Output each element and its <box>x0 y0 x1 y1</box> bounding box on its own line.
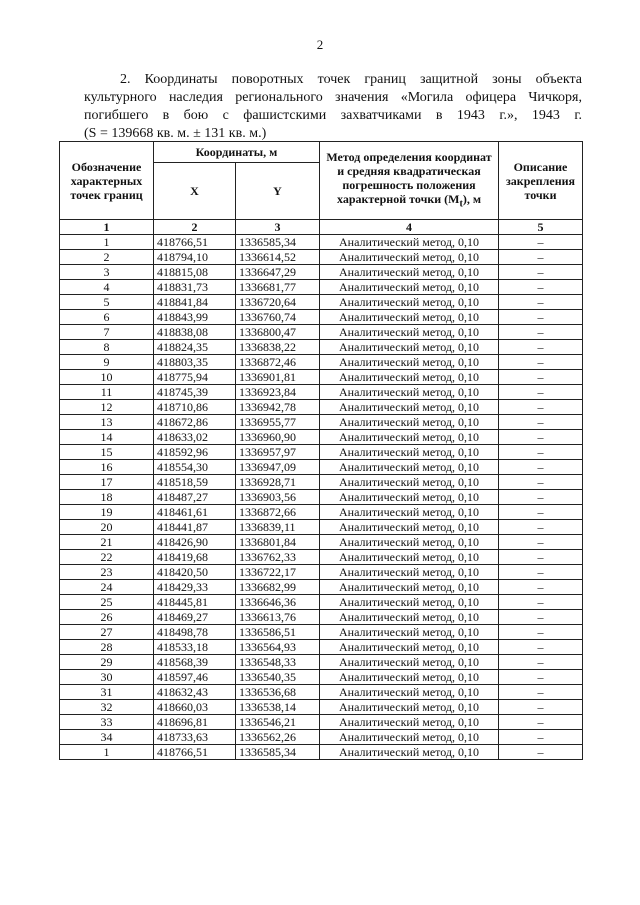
method-cell: Аналитический метод, 0,10 <box>320 565 499 580</box>
y-coordinate-cell: 1336564,93 <box>236 640 320 655</box>
description-cell: – <box>499 655 583 670</box>
table-row <box>60 325 583 340</box>
header-method <box>320 142 499 220</box>
description-cell: – <box>499 415 583 430</box>
method-cell: Аналитический метод, 0,10 <box>320 685 499 700</box>
header-x: X <box>154 163 236 220</box>
point-number-cell: 18 <box>60 490 154 505</box>
y-coordinate-cell: 1336928,71 <box>236 475 320 490</box>
method-cell: Аналитический метод, 0,10 <box>320 535 499 550</box>
table-row <box>60 295 583 310</box>
x-coordinate-cell: 418419,68 <box>154 550 236 565</box>
table-row <box>60 415 583 430</box>
description-cell: – <box>499 550 583 565</box>
point-number-cell: 13 <box>60 415 154 430</box>
method-cell: Аналитический метод, 0,10 <box>320 475 499 490</box>
table-row <box>60 250 583 265</box>
y-coordinate-cell: 1336586,51 <box>236 625 320 640</box>
method-cell: Аналитический метод, 0,10 <box>320 370 499 385</box>
point-number-cell: 34 <box>60 730 154 745</box>
paragraph-line: культурного наследия регионального значения «Могила офицера Чичкоря, <box>84 90 582 105</box>
y-coordinate-cell: 1336957,97 <box>236 445 320 460</box>
x-coordinate-cell: 418518,59 <box>154 475 236 490</box>
method-cell: Аналитический метод, 0,10 <box>320 295 499 310</box>
x-coordinate-cell: 418843,99 <box>154 310 236 325</box>
description-cell: – <box>499 670 583 685</box>
method-cell: Аналитический метод, 0,10 <box>320 730 499 745</box>
y-coordinate-cell: 1336800,47 <box>236 325 320 340</box>
y-coordinate-cell: 1336681,77 <box>236 280 320 295</box>
point-number-cell: 23 <box>60 565 154 580</box>
column-index: 4 <box>320 220 499 235</box>
y-coordinate-cell: 1336839,11 <box>236 520 320 535</box>
y-coordinate-cell: 1336585,34 <box>236 745 320 760</box>
x-coordinate-cell: 418429,33 <box>154 580 236 595</box>
y-coordinate-cell: 1336613,76 <box>236 610 320 625</box>
point-number-cell: 30 <box>60 670 154 685</box>
table-row <box>60 400 583 415</box>
method-cell: Аналитический метод, 0,10 <box>320 625 499 640</box>
point-number-cell: 28 <box>60 640 154 655</box>
y-coordinate-cell: 1336872,66 <box>236 505 320 520</box>
column-index: 2 <box>154 220 236 235</box>
description-cell: – <box>499 280 583 295</box>
description-cell: – <box>499 385 583 400</box>
point-number-cell: 26 <box>60 610 154 625</box>
description-cell: – <box>499 430 583 445</box>
header-method-subscript: t <box>459 198 463 210</box>
table-row <box>60 505 583 520</box>
point-number-cell: 9 <box>60 355 154 370</box>
point-number-cell: 4 <box>60 280 154 295</box>
table-row <box>60 610 583 625</box>
method-cell: Аналитический метод, 0,10 <box>320 595 499 610</box>
y-coordinate-cell: 1336801,84 <box>236 535 320 550</box>
table-row <box>60 370 583 385</box>
x-coordinate-cell: 418775,94 <box>154 370 236 385</box>
description-cell: – <box>499 265 583 280</box>
x-coordinate-cell: 418426,90 <box>154 535 236 550</box>
column-index: 3 <box>236 220 320 235</box>
table-row <box>60 670 583 685</box>
table-row <box>60 700 583 715</box>
method-cell: Аналитический метод, 0,10 <box>320 550 499 565</box>
x-coordinate-cell: 418554,30 <box>154 460 236 475</box>
x-coordinate-cell: 418815,08 <box>154 265 236 280</box>
x-coordinate-cell: 418469,27 <box>154 610 236 625</box>
x-coordinate-cell: 418803,35 <box>154 355 236 370</box>
table-row <box>60 730 583 745</box>
y-coordinate-cell: 1336546,21 <box>236 715 320 730</box>
paragraph-line-area: (S = 139668 кв. м. ± 131 кв. м.) <box>84 126 267 141</box>
description-cell: – <box>499 730 583 745</box>
method-cell: Аналитический метод, 0,10 <box>320 505 499 520</box>
y-coordinate-cell: 1336722,17 <box>236 565 320 580</box>
point-number-cell: 17 <box>60 475 154 490</box>
x-coordinate-cell: 418766,51 <box>154 235 236 250</box>
method-cell: Аналитический метод, 0,10 <box>320 280 499 295</box>
point-number-cell: 14 <box>60 430 154 445</box>
description-cell: – <box>499 400 583 415</box>
point-number-cell: 8 <box>60 340 154 355</box>
method-cell: Аналитический метод, 0,10 <box>320 385 499 400</box>
description-cell: – <box>499 595 583 610</box>
method-cell: Аналитический метод, 0,10 <box>320 520 499 535</box>
point-number-cell: 11 <box>60 385 154 400</box>
method-cell: Аналитический метод, 0,10 <box>320 655 499 670</box>
method-cell: Аналитический метод, 0,10 <box>320 640 499 655</box>
header-description: Описание закрепления точки <box>499 142 583 220</box>
table-row <box>60 685 583 700</box>
table-row <box>60 715 583 730</box>
y-coordinate-cell: 1336872,46 <box>236 355 320 370</box>
header-designation: Обозначение характерных точек границ <box>60 142 154 220</box>
point-number-cell: 31 <box>60 685 154 700</box>
description-cell: – <box>499 610 583 625</box>
table-row <box>60 340 583 355</box>
method-cell: Аналитический метод, 0,10 <box>320 445 499 460</box>
column-index: 1 <box>60 220 154 235</box>
table-row <box>60 745 583 760</box>
table-body <box>60 235 583 760</box>
point-number-cell: 32 <box>60 700 154 715</box>
y-coordinate-cell: 1336901,81 <box>236 370 320 385</box>
point-number-cell: 5 <box>60 295 154 310</box>
method-cell: Аналитический метод, 0,10 <box>320 415 499 430</box>
table-row <box>60 310 583 325</box>
table-row <box>60 520 583 535</box>
table-row <box>60 280 583 295</box>
method-cell: Аналитический метод, 0,10 <box>320 400 499 415</box>
table-row <box>60 475 583 490</box>
page-number: 2 <box>316 37 324 52</box>
point-number-cell: 27 <box>60 625 154 640</box>
point-number-cell: 33 <box>60 715 154 730</box>
table-row <box>60 235 583 250</box>
point-number-cell: 2 <box>60 250 154 265</box>
x-coordinate-cell: 418568,39 <box>154 655 236 670</box>
point-number-cell: 24 <box>60 580 154 595</box>
x-coordinate-cell: 418533,18 <box>154 640 236 655</box>
method-cell: Аналитический метод, 0,10 <box>320 460 499 475</box>
y-coordinate-cell: 1336585,34 <box>236 235 320 250</box>
description-cell: – <box>499 685 583 700</box>
y-coordinate-cell: 1336646,36 <box>236 595 320 610</box>
y-coordinate-cell: 1336540,35 <box>236 670 320 685</box>
x-coordinate-cell: 418487,27 <box>154 490 236 505</box>
method-cell: Аналитический метод, 0,10 <box>320 355 499 370</box>
table-row <box>60 460 583 475</box>
description-cell: – <box>499 250 583 265</box>
y-coordinate-cell: 1336682,99 <box>236 580 320 595</box>
point-number-cell: 6 <box>60 310 154 325</box>
x-coordinate-cell: 418733,63 <box>154 730 236 745</box>
method-cell: Аналитический метод, 0,10 <box>320 325 499 340</box>
description-cell: – <box>499 235 583 250</box>
point-number-cell: 20 <box>60 520 154 535</box>
point-number-cell: 12 <box>60 400 154 415</box>
x-coordinate-cell: 418838,08 <box>154 325 236 340</box>
y-coordinate-cell: 1336536,68 <box>236 685 320 700</box>
coordinates-table <box>59 141 583 760</box>
x-coordinate-cell: 418710,86 <box>154 400 236 415</box>
method-cell: Аналитический метод, 0,10 <box>320 670 499 685</box>
x-coordinate-cell: 418441,87 <box>154 520 236 535</box>
x-coordinate-cell: 418445,81 <box>154 595 236 610</box>
y-coordinate-cell: 1336548,33 <box>236 655 320 670</box>
table-row <box>60 550 583 565</box>
point-number-cell: 10 <box>60 370 154 385</box>
description-cell: – <box>499 340 583 355</box>
description-cell: – <box>499 370 583 385</box>
method-cell: Аналитический метод, 0,10 <box>320 580 499 595</box>
x-coordinate-cell: 418597,46 <box>154 670 236 685</box>
paragraph-line: 2. Координаты поворотных точек границ защитной зоны объекта <box>120 72 582 87</box>
y-coordinate-cell: 1336947,09 <box>236 460 320 475</box>
method-cell: Аналитический метод, 0,10 <box>320 430 499 445</box>
description-cell: – <box>499 625 583 640</box>
table-row <box>60 655 583 670</box>
description-cell: – <box>499 505 583 520</box>
point-number-cell: 3 <box>60 265 154 280</box>
method-cell: Аналитический метод, 0,10 <box>320 700 499 715</box>
point-number-cell: 25 <box>60 595 154 610</box>
section-heading-paragraph <box>84 71 582 143</box>
point-number-cell: 7 <box>60 325 154 340</box>
point-number-cell: 1 <box>60 745 154 760</box>
description-cell: – <box>499 295 583 310</box>
method-cell: Аналитический метод, 0,10 <box>320 490 499 505</box>
x-coordinate-cell: 418696,81 <box>154 715 236 730</box>
method-cell: Аналитический метод, 0,10 <box>320 745 499 760</box>
x-coordinate-cell: 418632,43 <box>154 685 236 700</box>
y-coordinate-cell: 1336838,22 <box>236 340 320 355</box>
column-index-row <box>60 220 583 235</box>
method-cell: Аналитический метод, 0,10 <box>320 715 499 730</box>
y-coordinate-cell: 1336562,26 <box>236 730 320 745</box>
method-cell: Аналитический метод, 0,10 <box>320 340 499 355</box>
header-coordinates: Координаты, м <box>154 142 320 163</box>
point-number-cell: 29 <box>60 655 154 670</box>
method-cell: Аналитический метод, 0,10 <box>320 610 499 625</box>
description-cell: – <box>499 475 583 490</box>
x-coordinate-cell: 418831,73 <box>154 280 236 295</box>
description-cell: – <box>499 715 583 730</box>
x-coordinate-cell: 418420,50 <box>154 565 236 580</box>
description-cell: – <box>499 310 583 325</box>
x-coordinate-cell: 418461,61 <box>154 505 236 520</box>
y-coordinate-cell: 1336960,90 <box>236 430 320 445</box>
description-cell: – <box>499 490 583 505</box>
header-method-suffix: ), м <box>462 191 481 206</box>
y-coordinate-cell: 1336720,64 <box>236 295 320 310</box>
table-row <box>60 535 583 550</box>
header-method-text: Метод определения координат и средняя квадратическая погрешность положения характерной точки (M <box>326 149 492 206</box>
header-y: Y <box>236 163 320 220</box>
description-cell: – <box>499 460 583 475</box>
point-number-cell: 21 <box>60 535 154 550</box>
x-coordinate-cell: 418498,78 <box>154 625 236 640</box>
method-cell: Аналитический метод, 0,10 <box>320 235 499 250</box>
description-cell: – <box>499 745 583 760</box>
method-cell: Аналитический метод, 0,10 <box>320 265 499 280</box>
table-row <box>60 445 583 460</box>
x-coordinate-cell: 418794,10 <box>154 250 236 265</box>
y-coordinate-cell: 1336923,84 <box>236 385 320 400</box>
description-cell: – <box>499 445 583 460</box>
y-coordinate-cell: 1336538,14 <box>236 700 320 715</box>
y-coordinate-cell: 1336760,74 <box>236 310 320 325</box>
x-coordinate-cell: 418824,35 <box>154 340 236 355</box>
point-number-cell: 19 <box>60 505 154 520</box>
method-cell: Аналитический метод, 0,10 <box>320 310 499 325</box>
description-cell: – <box>499 565 583 580</box>
y-coordinate-cell: 1336903,56 <box>236 490 320 505</box>
x-coordinate-cell: 418745,39 <box>154 385 236 400</box>
point-number-cell: 16 <box>60 460 154 475</box>
description-cell: – <box>499 325 583 340</box>
table-row <box>60 355 583 370</box>
x-coordinate-cell: 418672,86 <box>154 415 236 430</box>
y-coordinate-cell: 1336955,77 <box>236 415 320 430</box>
x-coordinate-cell: 418841,84 <box>154 295 236 310</box>
point-number-cell: 22 <box>60 550 154 565</box>
x-coordinate-cell: 418592,96 <box>154 445 236 460</box>
point-number-cell: 15 <box>60 445 154 460</box>
description-cell: – <box>499 580 583 595</box>
y-coordinate-cell: 1336614,52 <box>236 250 320 265</box>
paragraph-line: погибшего в бою с фашистскими захватчиками в 1943 г.», 1943 г. <box>84 108 582 123</box>
method-cell: Аналитический метод, 0,10 <box>320 250 499 265</box>
description-cell: – <box>499 700 583 715</box>
x-coordinate-cell: 418766,51 <box>154 745 236 760</box>
table-row <box>60 490 583 505</box>
table-row <box>60 625 583 640</box>
y-coordinate-cell: 1336647,29 <box>236 265 320 280</box>
table-row <box>60 595 583 610</box>
y-coordinate-cell: 1336762,33 <box>236 550 320 565</box>
x-coordinate-cell: 418633,02 <box>154 430 236 445</box>
point-number-cell: 1 <box>60 235 154 250</box>
table-row <box>60 385 583 400</box>
table-row <box>60 565 583 580</box>
column-index: 5 <box>499 220 583 235</box>
table-row <box>60 580 583 595</box>
description-cell: – <box>499 355 583 370</box>
table-row <box>60 430 583 445</box>
description-cell: – <box>499 640 583 655</box>
table-row <box>60 265 583 280</box>
table-row <box>60 640 583 655</box>
x-coordinate-cell: 418660,03 <box>154 700 236 715</box>
y-coordinate-cell: 1336942,78 <box>236 400 320 415</box>
description-cell: – <box>499 520 583 535</box>
description-cell: – <box>499 535 583 550</box>
